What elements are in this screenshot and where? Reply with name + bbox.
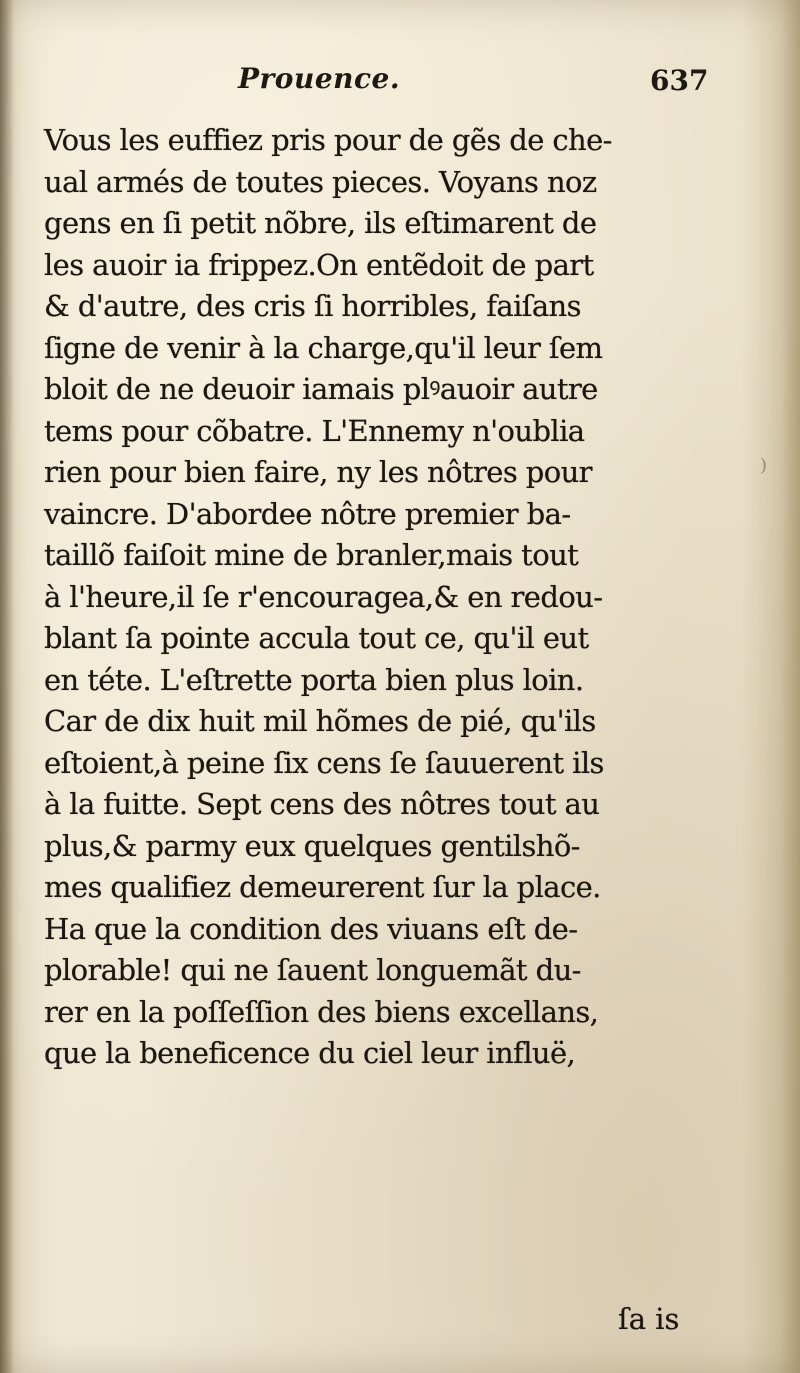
running-head: [0, 62, 800, 112]
text-line: les auoir ia frippez.On entẽdoit de part: [44, 247, 594, 282]
text-line: ſigne de venir à la charge,qu'il leur ſem: [44, 330, 603, 365]
text-line: eſtoient,à peine ſix cens ſe ſauuerent ils: [44, 745, 604, 780]
margin-mark: ): [760, 455, 768, 476]
text-line: ual armés de toutes pieces. Voyans noz: [44, 164, 597, 199]
text-line: vaincre. D'abordee nôtre premier ba-: [44, 496, 571, 531]
text-line: à la fuitte. Sept cens des nôtres tout au: [44, 787, 600, 821]
text-line: mes qualifiez demeurerent ſur la place.: [44, 870, 601, 904]
text-line: Vous les euffiez pris pour de gẽs de che-: [44, 123, 612, 157]
catchword: ſa is: [618, 1302, 680, 1336]
text-line: plus,& parmy eux quelques gentilshõ-: [44, 828, 580, 863]
text-line: en téte. L'eſtrette porta bien plus loin.: [44, 662, 584, 697]
text-line: bloit de ne deuoir iamais plꝰauoir autre: [44, 372, 598, 406]
text-line: blant ſa pointe accula tout ce, qu'il eut: [44, 621, 589, 655]
body-text: [44, 120, 724, 1075]
text-line: gens en ſi petit nõbre, ils eſtimarent de: [44, 206, 597, 240]
text-line: que la beneficence du ciel leur influë,: [44, 1036, 576, 1070]
text-line: taillõ faiſoit mine de branler,mais tout: [44, 538, 579, 572]
text-line: & d'autre, des cris ſi horribles, faiſans: [44, 289, 581, 323]
text-line: Car de dix huit mil hõmes de pié, qu'ils: [44, 704, 596, 738]
page-number: 637: [650, 64, 709, 97]
text-line: plorable! qui ne ſauent longuemãt du-: [44, 953, 581, 987]
text-line: rer en la poſſeſſion des biens excellans,: [44, 994, 599, 1029]
text-line: tems pour cõbatre. L'Ennemy n'oublia: [44, 413, 585, 448]
text-line: à l'heure,il ſe r'encouragea,& en redou-: [44, 579, 603, 614]
binding-gutter-shadow: [0, 0, 14, 1373]
text-line: rien pour bien faire, ny les nôtres pour: [44, 455, 592, 489]
text-line: Ha que la condition des viuans eſt de-: [44, 911, 578, 946]
running-title: Prouence.: [238, 62, 401, 95]
